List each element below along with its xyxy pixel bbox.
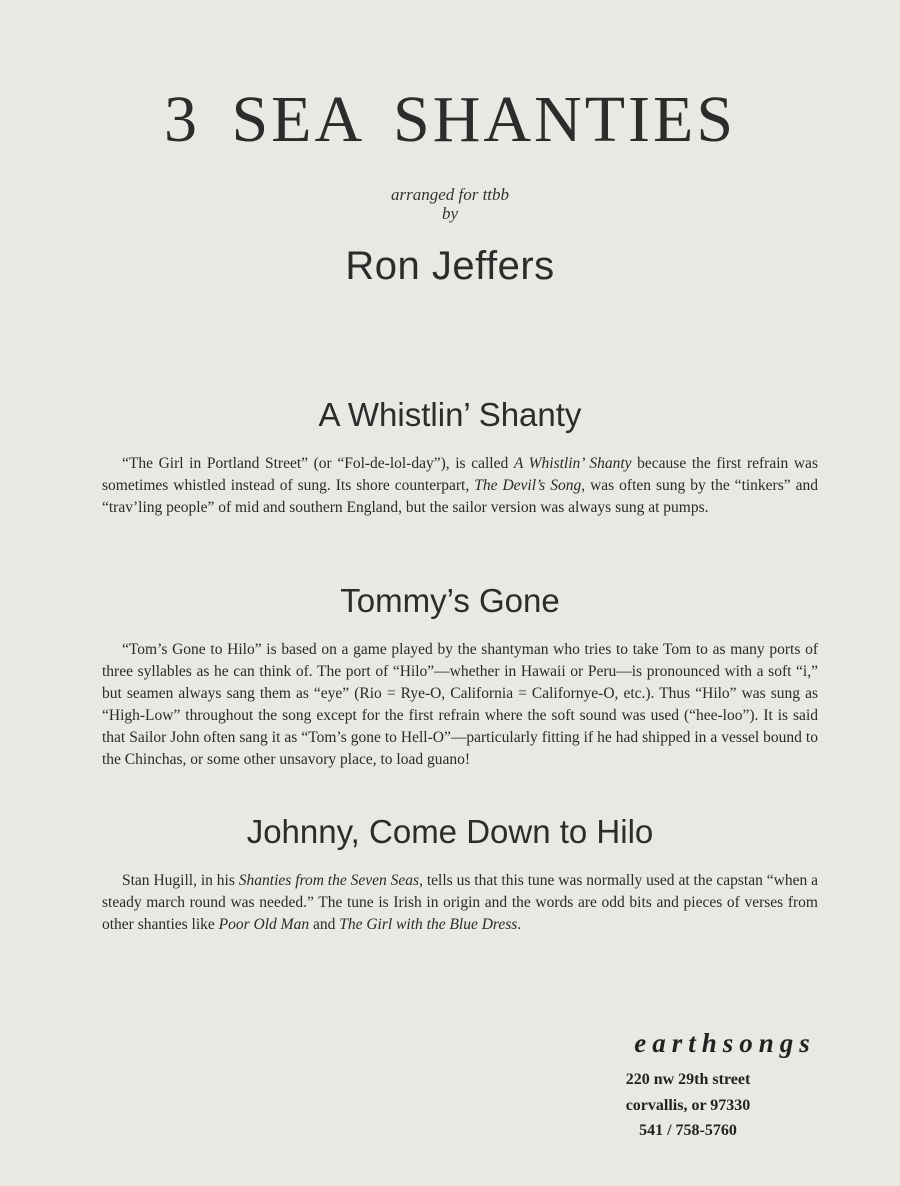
text-run: and [309, 916, 340, 933]
publisher-phone: 541 / 758-5760 [639, 1122, 737, 1139]
arrangement-note [0, 185, 900, 223]
publisher-street: 220 nw 29th street [625, 1071, 751, 1088]
section-title-johnny-come-down: Johnny, Come Down to Hilo [246, 813, 654, 850]
section-text-tommys-gone [102, 639, 818, 771]
title-run: Shanties from the Seven Seas [238, 872, 420, 889]
text-run: , tells us that this tune was normally used at the capstan “when a steady march round was needed.” The tune is Irish in origin and the words are odd bits and pieces of verses from other shanties like [102, 872, 818, 933]
title-run: A Whistlin’ Shanty [513, 455, 632, 472]
text-run: Stan Hugill, in his [122, 872, 239, 889]
section-text-whistlin-shanty [102, 453, 818, 519]
title-run: The Girl with the Blue Dress [339, 916, 518, 933]
text-run: “The Girl in Portland Street” (or “Fol-de-lol-day”), is called [122, 455, 514, 472]
author-name: Ron Jeffers [345, 244, 555, 288]
title-run: The Devil’s Song [474, 477, 582, 494]
section-text-johnny-come-down [102, 870, 818, 936]
section-title-whistlin-shanty: A Whistlin’ Shanty [318, 396, 582, 433]
text-run: because the first refrain was sometimes whistled instead of sung. Its shore counterpart, [102, 455, 818, 494]
text-run: . [517, 916, 522, 933]
publisher-city: corvallis, or 97330 [625, 1097, 751, 1114]
publisher-name: earthsongs [634, 1028, 816, 1058]
section-title-tommys-gone: Tommy’s Gone [340, 582, 560, 619]
text-run: , was often sung by the “tinkers” and “trav’ling people” of mid and southern England, but the sailor version was always sung at pumps. [102, 477, 818, 516]
text-run: “Tom’s Gone to Hilo” is based on a game played by the shantyman who tries to take Tom to as many ports of three syllables as he can think of. The port of “Hilo”—whether in Hawaii or Peru—is pronounced with a soft “i,” but seamen always sang them as “eye” (Rio = Rye-O, California = Californye-O, etc.). Thus “Hilo” was sung as “High-Low” throughout the song except for the first refrain where the soft sound was used (“hee-loo”). It is said that Sailor John often sang it as “Tom’s gone to Hell-O”—particularly fitting if he had shipped in a vessel bound to the Chinchas, or some other unsavory place, to load guano! [102, 641, 818, 768]
title-run: Poor Old Man [218, 916, 310, 933]
page-title: 3 SEA SHANTIES [163, 83, 737, 156]
arranged-for-line: arranged for ttbb [390, 185, 510, 204]
by-line: by [441, 204, 459, 223]
